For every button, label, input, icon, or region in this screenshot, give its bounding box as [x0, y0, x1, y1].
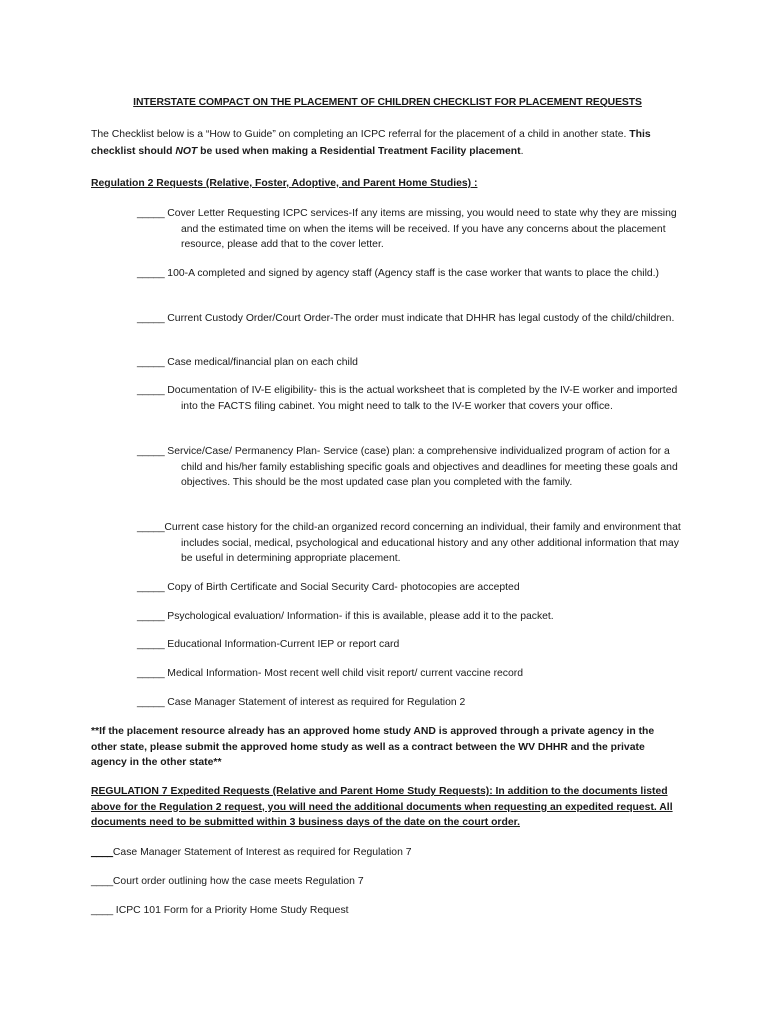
- check-blank[interactable]: ____: [91, 876, 113, 887]
- check-blank[interactable]: _____: [137, 697, 165, 708]
- item-text: Cover Letter Requesting ICPC services-If any items are missing, you would need to state why they are missing and the estimated time on when the items will be received. If you have any concerns about the placement resource, please add that to the cover letter.: [164, 208, 677, 251]
- item-text: Court order outlining how the case meets Regulation 7: [112, 876, 364, 887]
- check-blank[interactable]: _____: [137, 208, 165, 219]
- item-text: Case Manager Statement of interest as required for Regulation 2: [164, 697, 466, 708]
- item-text: Medical Information- Most recent well child visit report/ current vaccine record: [164, 668, 524, 679]
- item-text: Current Custody Order/Court Order-The order must indicate that DHHR has legal custody of the child/children.: [164, 313, 675, 324]
- regulation-2-heading: Regulation 2 Requests (Relative, Foster, Adoptive, and Parent Home Studies) :: [91, 178, 478, 189]
- checklist-item: [137, 695, 682, 711]
- checklist-item: [137, 637, 682, 653]
- checklist-item: [137, 666, 682, 682]
- check-blank[interactable]: _____: [137, 582, 165, 593]
- checklist-item: [137, 311, 682, 327]
- intro-text: The Checklist below is a “How to Guide” on completing an ICPC referral for the placement of a child in another state.: [91, 129, 630, 140]
- intro-end: .: [520, 146, 524, 157]
- item-text: Copy of Birth Certificate and Social Security Card- photocopies are accepted: [164, 582, 520, 593]
- checklist-item: [137, 266, 682, 282]
- checklist-item: [91, 874, 681, 890]
- item-text: Current case history for the child-an organized record concerning an individual, their family and environment that includes social, medical, psychological and educational history and any other additional information that may be useful in determining appropriate placement.: [164, 522, 681, 565]
- check-blank[interactable]: _____: [137, 357, 165, 368]
- item-text: Educational Information-Current IEP or report card: [164, 639, 400, 650]
- check-blank[interactable]: _____: [137, 385, 165, 396]
- checklist-item: [137, 609, 682, 625]
- check-blank[interactable]: _____: [137, 611, 165, 622]
- intro-bold-text-2: be used when making a Residential Treatment Facility placement: [197, 146, 521, 157]
- checklist-item: [137, 520, 682, 567]
- check-blank[interactable]: _____: [137, 268, 165, 279]
- checklist-item: [137, 383, 682, 414]
- check-blank[interactable]: ____: [91, 905, 113, 916]
- intro-emphasis: NOT: [175, 146, 198, 157]
- item-text: Psychological evaluation/ Information- if this is available, please add it to the packet.: [164, 611, 554, 622]
- check-blank[interactable]: _____: [137, 639, 165, 650]
- item-text: Case Manager Statement of Interest as required for Regulation 7: [112, 847, 412, 858]
- checklist-item: [137, 580, 682, 596]
- checklist-item: [91, 903, 681, 919]
- checklist-item: [137, 355, 682, 371]
- check-blank[interactable]: _____: [137, 446, 165, 457]
- checklist-item: [137, 444, 682, 491]
- check-blank[interactable]: ____: [91, 847, 113, 858]
- item-text: Case medical/financial plan on each child: [164, 357, 358, 368]
- checklist-item: [91, 845, 681, 861]
- item-text: ICPC 101 Form for a Priority Home Study Request: [112, 905, 349, 916]
- regulation-7-heading: REGULATION 7 Expedited Requests (Relative and Parent Home Study Requests): In addition to the documents listed above for the Regulation 2 request, you will need the additional documents when requesting an expedited request. All documents need to be submitted within 3 business days of the date on the court order.: [91, 786, 673, 829]
- approved-home-study-note: **If the placement resource already has an approved home study AND is approved through a private agency in the other state, please submit the approved home study as well as a contract between the WV DHHR and the private agency in the other state**: [91, 726, 655, 769]
- intro-bold-text: This checklist should: [91, 129, 651, 157]
- page-title: INTERSTATE COMPACT ON THE PLACEMENT OF CHILDREN CHECKLIST FOR PLACEMENT REQUESTS: [133, 97, 642, 108]
- intro-paragraph: [91, 126, 681, 160]
- check-blank[interactable]: _____: [137, 313, 165, 324]
- item-text: Service/Case/ Permanency Plan- Service (case) plan: a comprehensive individualized program of action for a child and his/her family establishing specific goals and objectives and deadlines for meeting these goals and objectives. This should be the most updated case plan you completed with the family.: [164, 446, 678, 489]
- checklist-item: [137, 206, 682, 253]
- item-text: 100-A completed and signed by agency staff (Agency staff is the case worker that wants to place the child.): [164, 268, 660, 279]
- check-blank[interactable]: _____: [137, 522, 165, 533]
- check-blank[interactable]: _____: [137, 668, 165, 679]
- item-text: Documentation of IV-E eligibility- this is the actual worksheet that is completed by the IV-E worker and imported into the FACTS filing cabinet. You might need to talk to the IV-E worker that covers your office.: [164, 385, 678, 412]
